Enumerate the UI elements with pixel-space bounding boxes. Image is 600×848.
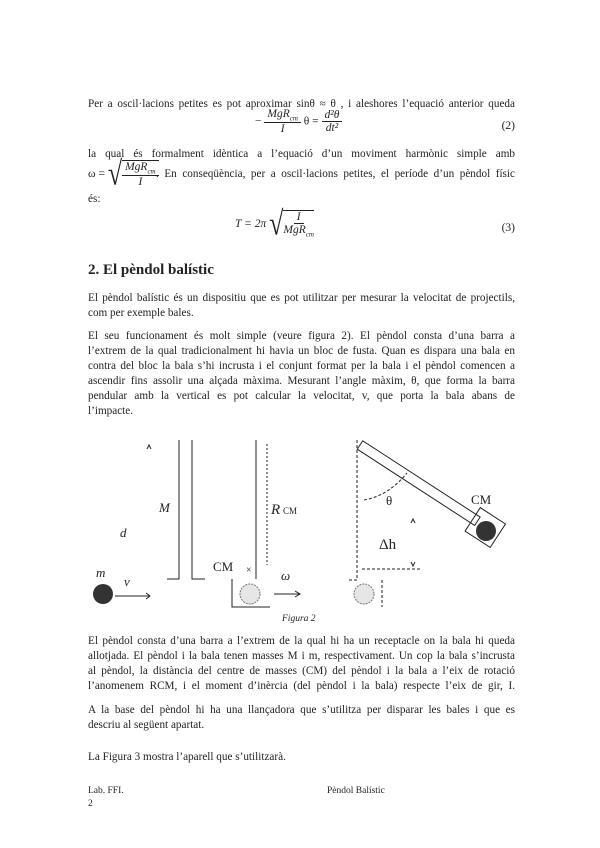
eq2-den: I [280,123,285,136]
label-m: m [96,565,106,580]
para3-line: El pèndol consta d’una barra a l’extrem de la qual hi ha un receptacle on la bala hi queda [88,635,515,647]
eq3-sub: cm [305,230,314,239]
para3-line: l’anomenem RCM, i el moment d’inèrcia (del pèndol i la bala) respecte l’eix de gir, I. [88,680,515,692]
figure-caption: Figura 2 [282,614,316,624]
harmonic-line-2: . En conseqüència, per a oscil·lacions petites, el període d’un pèndol físic [156,168,515,180]
label-d: d [120,525,127,540]
para2-line: El seu funcionament és molt simple (veure figura 2). El pèndol consta d’una barra a [88,330,515,342]
para1-line: El pèndol balístic és un dispositiu que es pot utilitzar per mesurar la velocitat de projectils, [88,292,515,304]
figure-2-ballistic-pendulum [0,430,600,630]
equation-2-label: (2) [501,120,515,132]
label-R: R [271,502,281,518]
eq2-lhs-fraction [264,108,301,135]
equation-3: T = 2π √ $\frac{I}{MgR_{cm}}$ [235,204,314,243]
para1-line: com per exemple bales. [88,307,194,319]
label-delta-h: Δh [379,537,397,553]
para4-line: A la base del pèndol hi ha una llançadora que s’utilitza per disparar les bales i que es [88,704,515,716]
bullet-ghost-2 [354,584,374,604]
omega-equation: ω = √ $\frac{MgR_{cm}}{I}$ [88,160,159,188]
delta-h-arrows [411,519,415,566]
label-R-sub: CM [283,506,298,516]
label-cm-left: CM [213,559,234,574]
equation-3-label: (3) [501,222,515,234]
equation-2 [255,108,342,135]
omega-den: I [138,176,143,189]
omega-lhs: ω = [88,167,105,180]
eq3-lhs: T = 2π [235,217,267,230]
para3-line: allotjada. El pèndol i la bala tenen masses M i m, respectivament. Un cop la bala s’incrusta [88,650,515,662]
omega-sub: cm [147,167,156,176]
harmonic-line-3: és: [88,193,101,205]
eq2-rhs-fraction [322,109,343,134]
eq2-num: MgR [267,108,290,120]
label-theta: θ [386,493,393,508]
vertical-reference [347,440,382,607]
bullet [93,584,113,604]
omega-arrow [274,591,300,597]
pendulum-rod-right [192,440,205,579]
eq2-sub: cm [289,114,298,123]
eq2-rhs-num: d²θ [322,109,343,122]
harmonic-line-1: la qual és formalment idèntica a l’equació d’un moviment harmònic simple amb [88,148,515,160]
height-tick [147,445,151,449]
label-v: v [124,574,130,589]
para5-line: La Figura 3 mostra l’aparell que s’utilitzarà. [88,751,286,763]
intro-line: Per a oscil·lacions petites es pot aproximar sinθ ≈ θ , i aleshores l’equació anterior queda [88,98,515,110]
para3-line: al pèndol, la distància del centre de masses (CM) del pèndol i la bala a l’eix de rotació [88,665,515,677]
para2-line: pendular amb la vertical es pot calcular la velocitat, v, que porta la bala abans de [88,390,515,402]
section-heading: 2. El pèndol balístic [88,262,214,278]
eq2-sign: − [255,115,262,128]
para2-line: contra del bloc la bala s’hi incrusta i el conjunt format per la bala i el pèndol comencen a [88,360,515,372]
para2-line: l’extrem de la qual tradicionalment hi havia un bloc de fusta. Quan es dispara una bala en [88,345,515,357]
bullet-arrow [115,593,150,599]
para4-line: descriu al següent apartat. [88,719,205,731]
footer-title: Pèndol Balístic [327,786,385,796]
eq2-rhs-den: dt² [325,122,339,135]
eq3-num: I [294,211,304,224]
bullet-ghost-1 [240,584,260,604]
omega-num: MgR [125,161,148,173]
footer-lab: Lab. FFI. [88,786,124,796]
label-cm-right: CM [471,492,492,507]
label-omega: ω [281,568,291,583]
label-M: M [159,500,170,515]
inclined-rod [357,441,480,526]
eq2-theta: θ = [303,115,319,128]
embedded-bullet [476,521,496,541]
para2-line: l’impacte. [88,405,134,417]
cm-mark: × [246,565,252,576]
footer-page-number: 2 [88,799,93,809]
para2-line: ascendir fins assolir una alçada màxima. Mesurant l’angle màxim, θ, que forma la barra [88,375,515,387]
eq3-den: MgR [283,224,306,236]
